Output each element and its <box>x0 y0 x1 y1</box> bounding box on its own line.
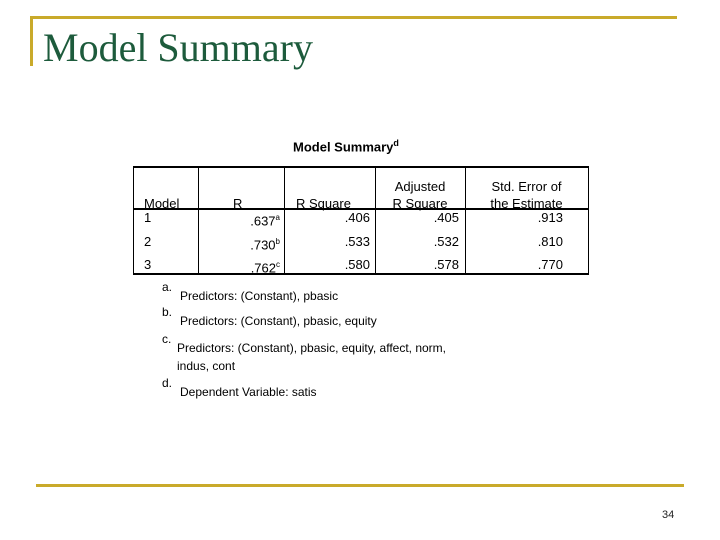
slide-left-rule <box>30 16 33 66</box>
table-caption <box>293 138 399 154</box>
header-r: R <box>233 196 243 211</box>
table-row-1-std-error: .913 <box>537 210 563 225</box>
table-row-2-std-error: .810 <box>537 234 563 249</box>
table-row-1-model: 1 <box>144 210 152 225</box>
footnote-a-text: Predictors: (Constant), pbasic <box>180 289 339 303</box>
table-row-1-r-square: .406 <box>344 210 370 225</box>
table-row-2-model: 2 <box>144 234 152 249</box>
r-value: .730 <box>250 237 276 253</box>
table-row-1-adjusted: .405 <box>433 210 459 225</box>
header-std-error-line2: the Estimate <box>490 196 563 211</box>
table-row-2-r-square: .533 <box>344 234 370 249</box>
footnote-c-text-line2: indus, cont <box>177 359 236 373</box>
header-std-error-line1: Std. Error of <box>491 179 562 194</box>
page-number: 34 <box>662 509 675 521</box>
header-adjusted-line1: Adjusted <box>394 179 446 194</box>
table-row-2-adjusted: .532 <box>433 234 459 249</box>
header-r-square: R Square <box>296 196 351 211</box>
footnote-a-marker: a. <box>162 280 173 294</box>
footnote-c-marker: c. <box>162 332 172 346</box>
table-row-3-model: 3 <box>144 257 152 272</box>
table-row-3-r-square: .580 <box>344 257 370 272</box>
table-row-2-r <box>202 235 280 252</box>
slide-title: Model Summary <box>43 25 313 70</box>
column-divider <box>198 168 199 273</box>
footnote-d-text: Dependent Variable: satis <box>180 385 317 399</box>
header-adjusted-line2: R Square <box>392 196 448 211</box>
column-divider <box>284 168 285 273</box>
table-row-3-std-error: .770 <box>537 257 563 272</box>
r-footnote-marker: c <box>276 260 280 269</box>
r-value: .637 <box>250 213 276 229</box>
slide-top-rule <box>30 16 677 19</box>
table-caption-superscript: d <box>393 138 399 148</box>
r-footnote-marker: b <box>275 237 280 246</box>
slide-bottom-rule <box>36 484 684 487</box>
footnote-c-text-line1: Predictors: (Constant), pbasic, equity, affect, norm, <box>177 341 447 355</box>
header-model: Model <box>144 196 180 211</box>
table-row-3-adjusted: .578 <box>433 257 459 272</box>
table-caption-text: Model Summary <box>293 139 394 155</box>
footnote-d-marker: d. <box>162 376 173 390</box>
footnote-b-text: Predictors: (Constant), pbasic, equity <box>180 314 377 328</box>
r-value: .762 <box>250 260 276 276</box>
model-summary-table <box>133 166 589 275</box>
footnote-b-marker: b. <box>162 305 173 319</box>
r-footnote-marker: a <box>275 213 280 222</box>
table-row-3-r <box>202 258 280 275</box>
table-row-1-r <box>202 211 280 228</box>
